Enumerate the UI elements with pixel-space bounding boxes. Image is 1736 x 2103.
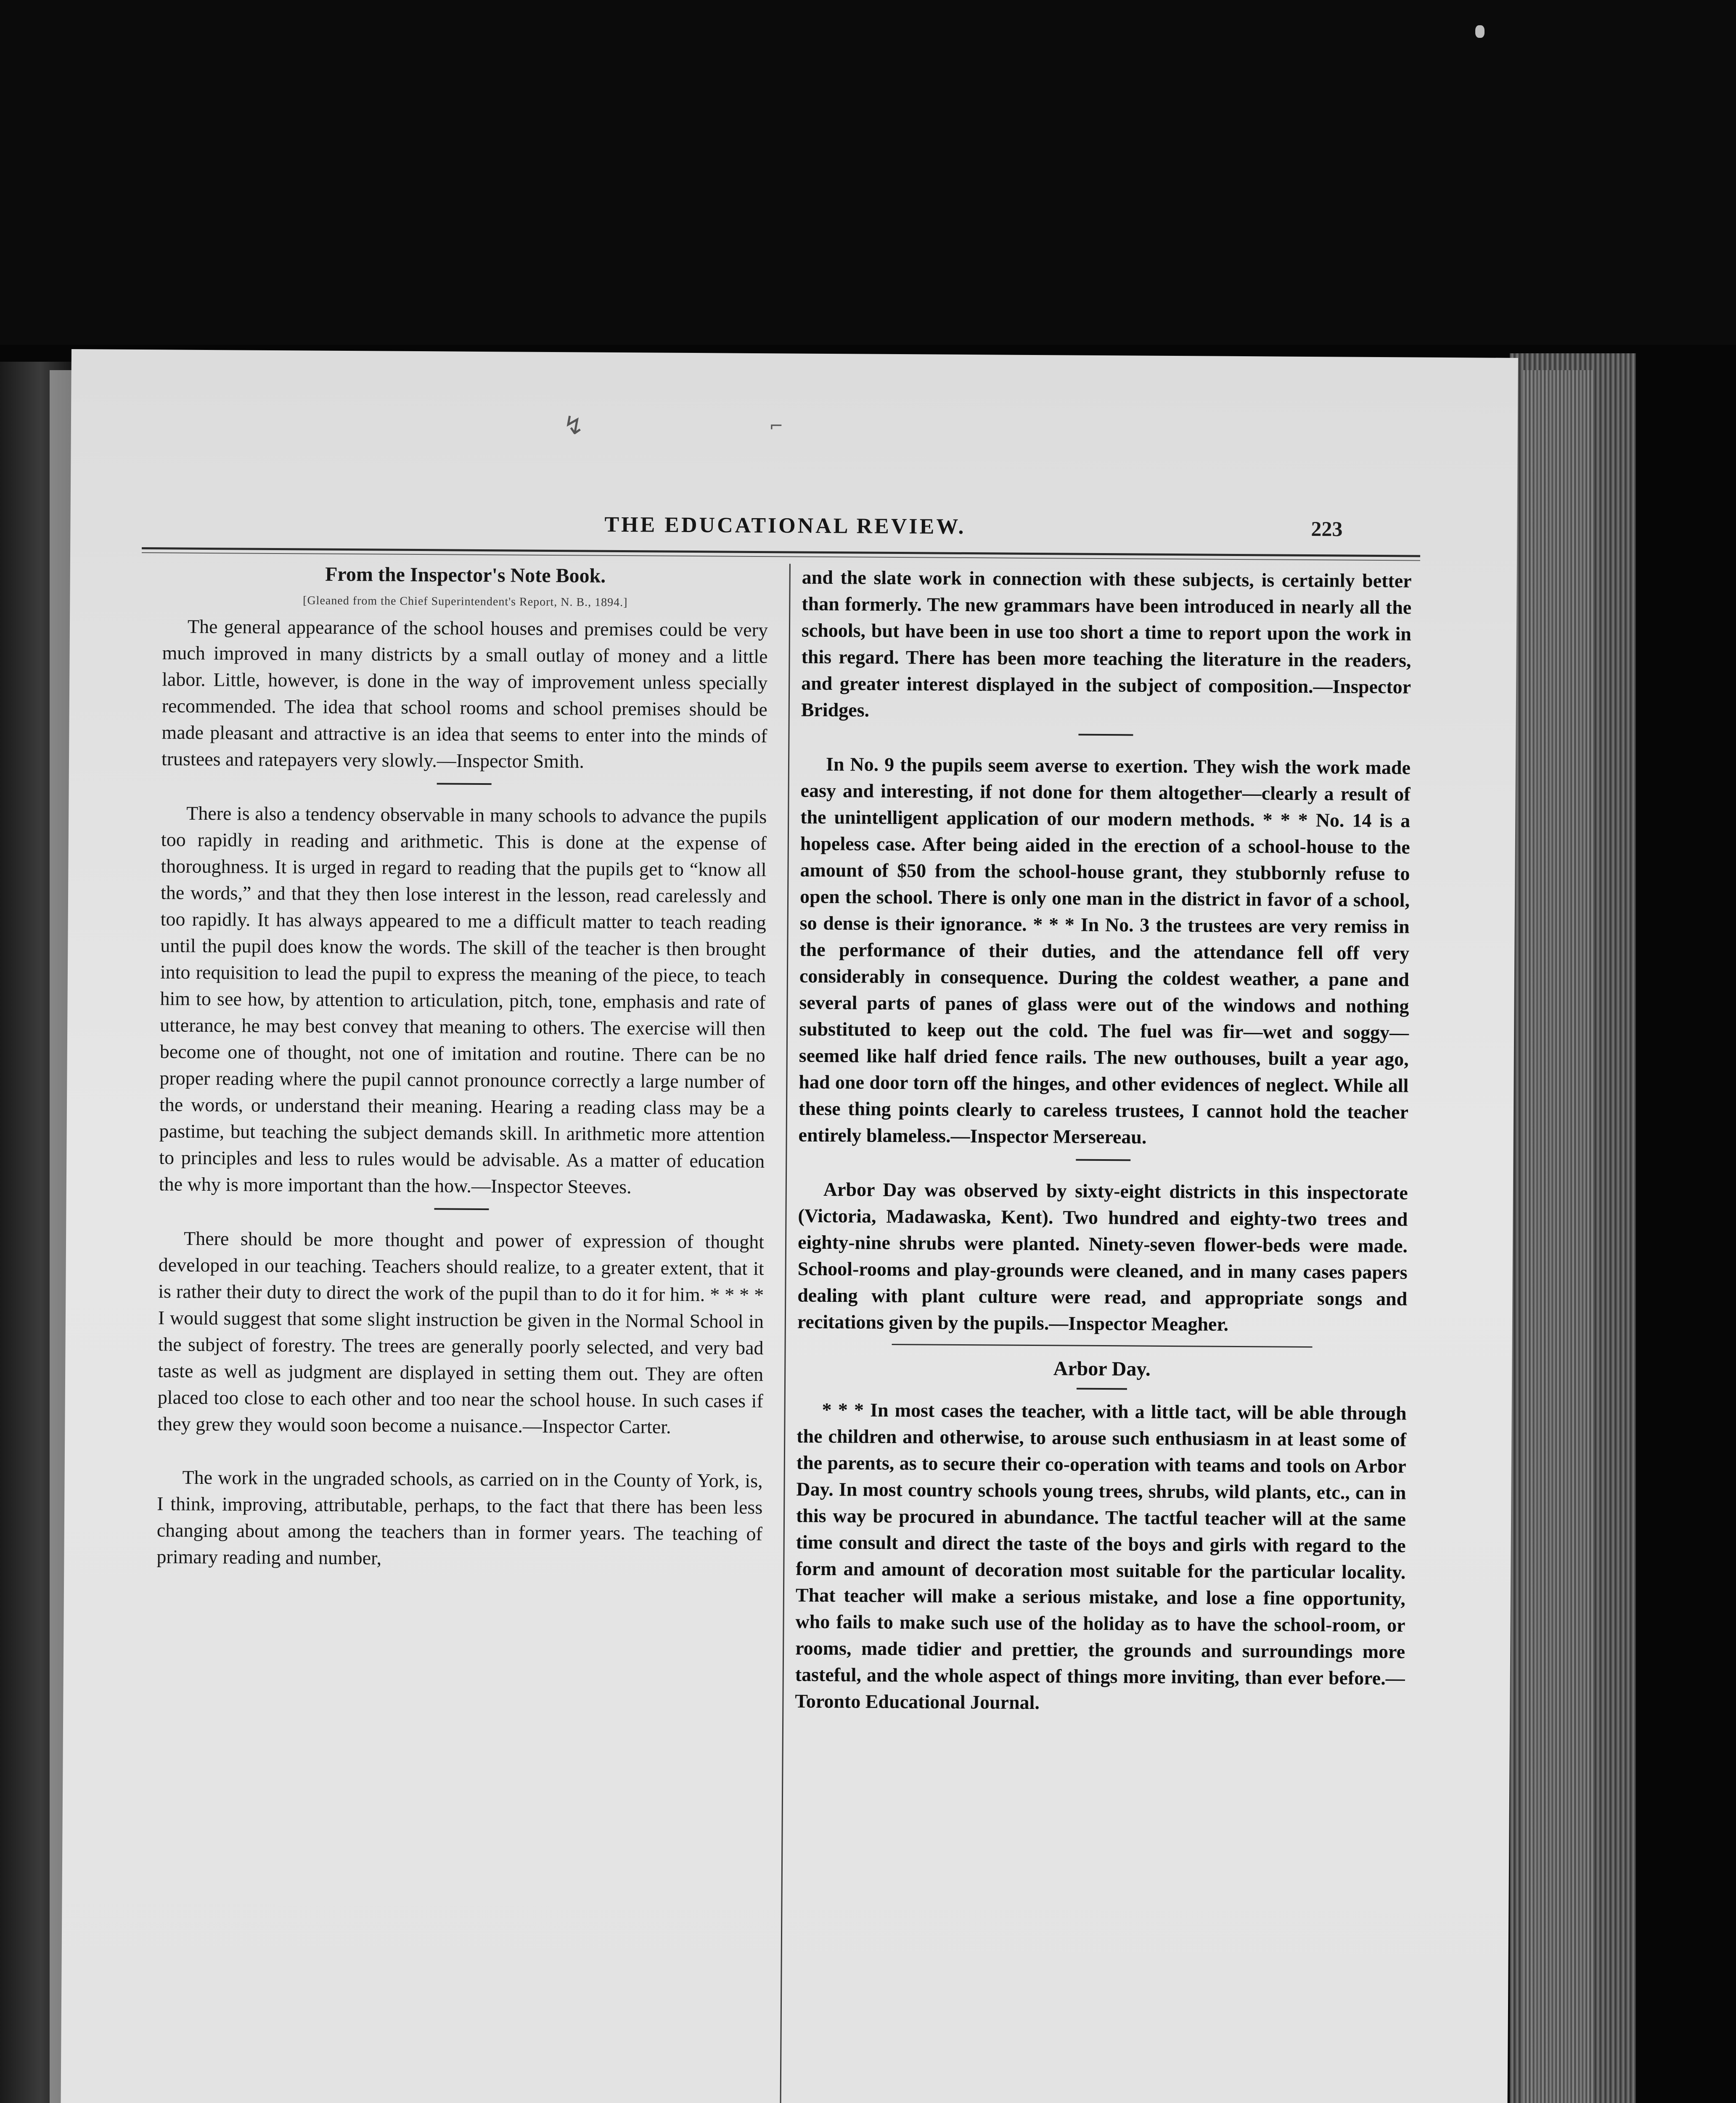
- scan-background-top: [0, 0, 1736, 345]
- section-rule: [892, 1344, 1313, 1348]
- pencil-mark-2: ⌐: [769, 416, 783, 436]
- paragraph: The general appearance of the school houses and premises could be very much improved in many districts by a small outlay of money and a little labor. Little, however, is done in the way of improvement unless specially recommended. The idea that school rooms and school premises should be made pleasant and attractive is an idea that seems to enter into the minds of trustees and ratepayers very slowly.—Inspector Smith.: [161, 615, 768, 772]
- running-header: [503, 511, 1429, 546]
- paragraph: There is also a tendency observable in many schools to advance the pupils too rapidly in reading and arithmetic. This is done at the expense of thoroughness. It is urged in regard to reading that the pupils get to “know all the words,” and that they then lose interest in the lesson, read carelessly and too rapidly. It has always appeared to me a difficult matter to teach reading until the pupil does know the words. The skill of the teacher is then brought into requisition to lead the pupil to express the meaning of the piece, to teach him to see how, by attention to articulation, pitch, tone, emphasis and rate of utterance, he may best convey that meaning to others. The exercise will then become one of thought, not one of imitation and routine. There can be no proper reading where the pupil cannot pronounce correctly a large number of the words, or understand their meaning. Hearing a reading class may be a pastime, but teaching the subject demands skill. In arithmetic more attention to principles and less to rules would be advisable. As a matter of education the why is more important than the how.—Inspector Steeves.: [159, 802, 767, 1198]
- separator-rule: [434, 1208, 489, 1210]
- paragraph: * * * In most cases the teacher, with a little tact, will be able through the children and otherwise, to arouse such enthusiasm in at least some of the parents, as to secure their co-operation with teams and tools on Arbor Day. In most country schools young trees, shrubs, wild plants, etc., can in this way be procured in abundance. The tactful teacher will at the same time consult and direct the taste of the boys and girls with regard to the form and amount of decoration most suitable for the particular locality. That teacher will make a serious mistake, and lose a fine opportunity, who fails to make such use of the holiday as to have the school-room, or rooms, made tidier and prettier, the grounds and surroundings more tasteful, and the whole aspect of things more inviting, than ever before.—Toronto Educational Journal.: [795, 1398, 1407, 1714]
- right-column: [795, 564, 1412, 1718]
- column-divider: [779, 564, 791, 2103]
- header-rule: [142, 547, 1420, 557]
- paragraph: and the slate work in connection with these subjects, is certainly better than formerly. The new grammars have been introduced in nearly all the schools, but have been in use too short a time to report upon the work in this regard. There has been more teaching the literature in the readers, and greater interest displayed in the subject of composition.—Inspector Bridges.: [801, 566, 1412, 721]
- paragraph-gap: [157, 1437, 763, 1467]
- separator-rule: [1076, 1159, 1130, 1161]
- pencil-mark: ↯: [563, 411, 585, 441]
- separator-rule: [1078, 734, 1133, 736]
- separator-rule: [1077, 1388, 1127, 1390]
- running-title: THE EDUCATIONAL REVIEW.: [604, 512, 966, 539]
- paragraph: In No. 9 the pupils seem averse to exertion. They wish the work made easy and interesting, if not done for them altogether—clearly a result of the unintelligent application of our modern methods. * * * No. 14 is a hopeless case. After being aided in the erection of a school-house to the amount of $50 from the school-house grant, they stubbornly refuse to open the school. There is only one man in the district in favor of a school, so dense is their ignorance. * * * In No. 3 the trustees are very remiss in the performance of their duties, and the attendance fell off very considerably in consequence. During the coldest weather, a pane and several parts of panes of glass were out of the windows and nothing substituted to keep out the cold. The fuel was fir—wet and soggy—seemed like half dried fence rails. The new outhouses, built a year ago, had one door torn off the hinges, and other evidences of neglect. While all these thing points clearly to careless trustees, I cannot hold the teacher entirely blameless.—Inspector Mersereau.: [798, 753, 1411, 1148]
- paragraph: The work in the ungraded schools, as carried on in the County of York, is, I think, improving, attributable, perhaps, to the fact that there has been less changing about among the teachers than in former years. The teaching of primary reading and number,: [156, 1466, 763, 1569]
- paragraph: There should be more thought and power of expression of thought developed in our teaching. Teachers should realize, to a greater extent, that it is rather their duty to direct the work of the pupil than to do it for him. * * * * I would suggest that some slight instruction be given in the Normal School in the subject of forestry. The trees are generally poorly selected, and very bad taste as well as judgment are displayed in setting them out. They are often placed too close to each other and too near the school house. In such cases if they grew they would soon become a nuisance.—Inspector Carter.: [157, 1227, 765, 1438]
- paragraph: Arbor Day was observed by sixty-eight districts in this inspectorate (Victoria, Madawaska, Kent). Two hundred and eighty-two trees and eighty-nine shrubs were planted. Ninety-seven flower-beds were made. School-rooms and play-grounds were cleaned, and in many cases papers dealing with plant culture were read, and appropriate songs and recitations given by the pupils.—Inspector Meagher.: [797, 1178, 1408, 1335]
- separator-rule: [437, 783, 492, 785]
- film-speck: [1475, 25, 1485, 38]
- page-number: 223: [1311, 517, 1343, 541]
- section-subtitle: [Gleaned from the Chief Superintendent's Report, N. B., 1894.]: [303, 594, 628, 609]
- left-column: [156, 560, 768, 1573]
- section-title-arbor-day: Arbor Day.: [1053, 1357, 1151, 1380]
- book-page: [59, 349, 1518, 2103]
- right-page-stack-inner: [1522, 370, 1594, 2103]
- section-title: From the Inspector's Note Book.: [325, 563, 606, 587]
